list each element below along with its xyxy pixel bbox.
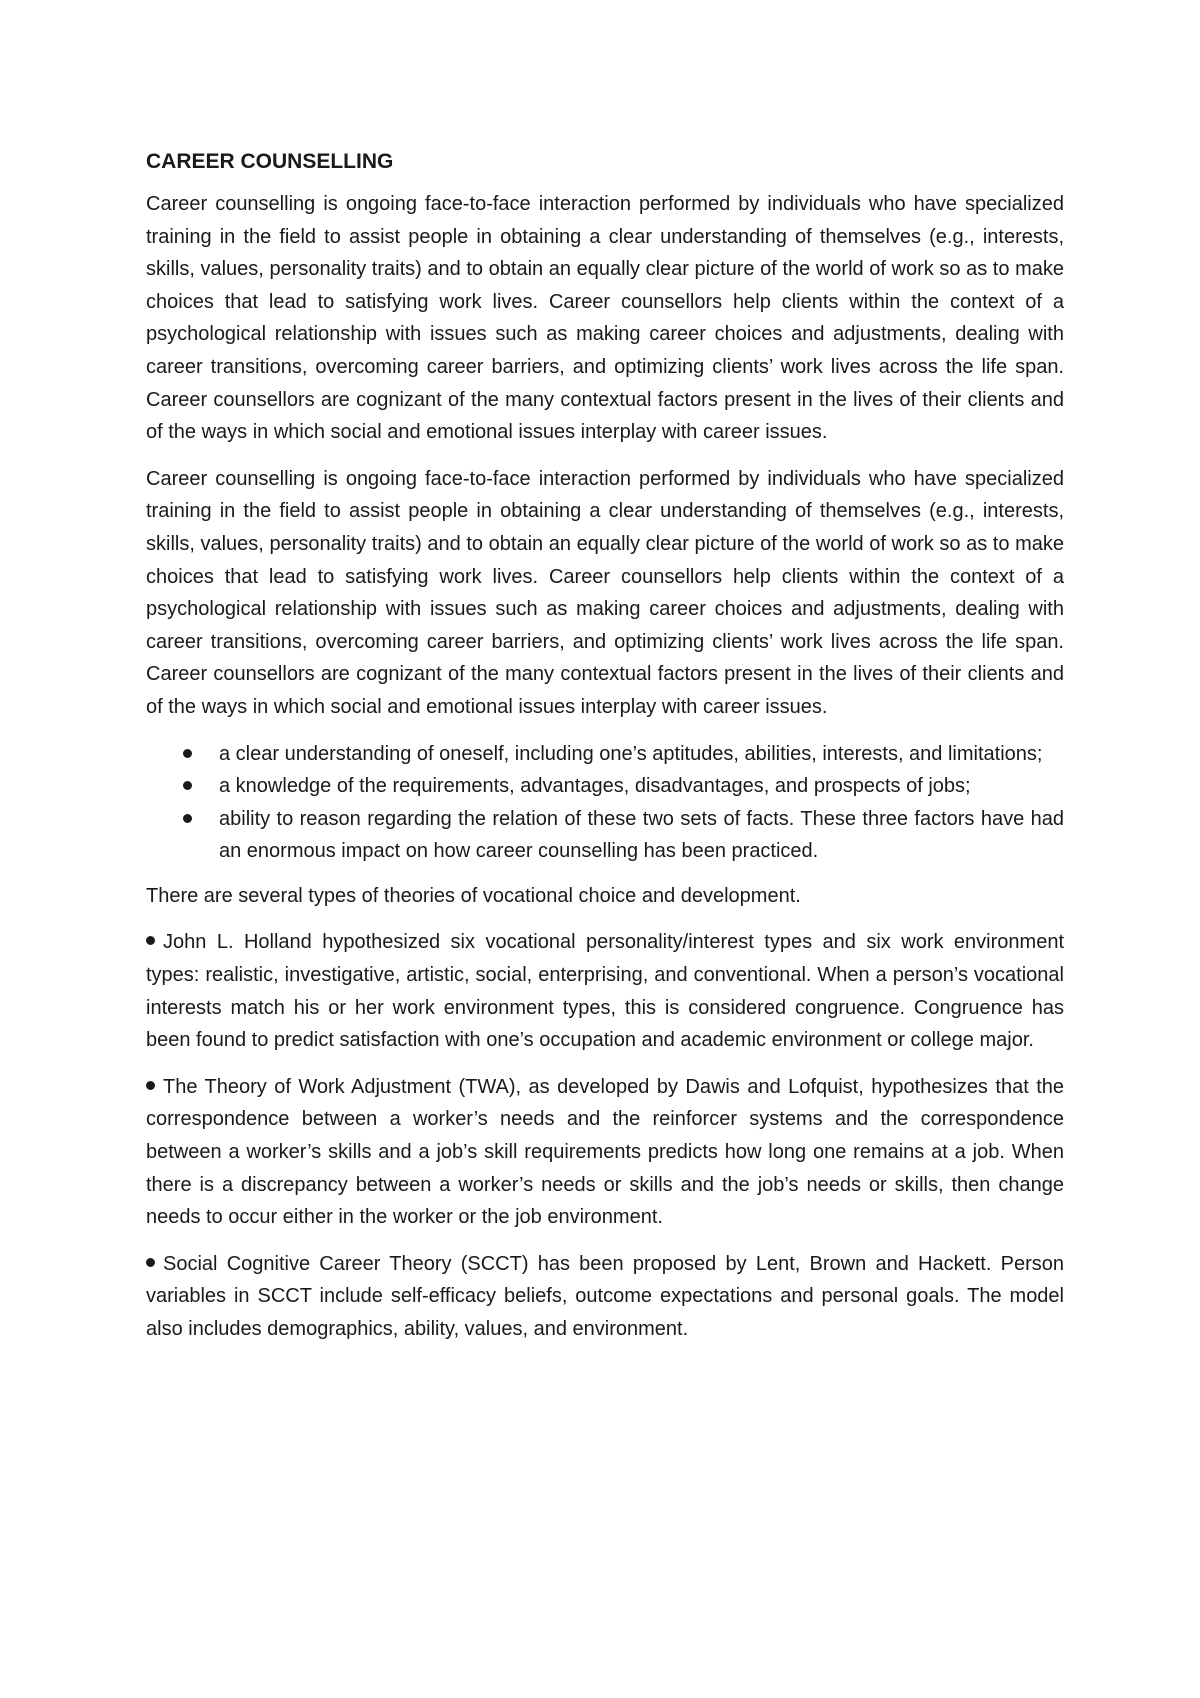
bullet-icon — [183, 814, 192, 823]
list-item-text: a clear understanding of oneself, including one’s aptitudes, abilities, interests, and limitations; — [219, 742, 1043, 765]
document-title: CAREER COUNSELLING — [146, 150, 394, 173]
theory-text: Social Cognitive Career Theory (SCCT) has been proposed by Lent, Brown and Hackett. Person variables in SCCT include self-efficacy beliefs, outcome expectations and personal goals. The model also includes demographics, ability, values, and environment. — [146, 1252, 1064, 1340]
list-item — [146, 738, 1064, 771]
list-item-text: ability to reason regarding the relation of these two sets of facts. These three factors have had an enormous impact on how career counselling has been practiced. — [219, 807, 1064, 863]
theory-text: The Theory of Work Adjustment (TWA), as developed by Dawis and Lofquist, hypothesizes that the correspondence between a worker’s needs and the reinforcer systems and the correspondence between a worker’s skills and a job’s skill requirements predicts how long one remains at a job. When there is a discrepancy between a worker’s needs or skills and the job’s needs or skills, then change needs to occur either in the worker or the job environment. — [146, 1075, 1064, 1229]
theories-intro: There are several types of theories of vocational choice and development. — [146, 884, 801, 907]
list-item — [146, 770, 1064, 803]
bullet-icon — [146, 1258, 155, 1267]
paragraph-2: Career counselling is ongoing face-to-face interaction performed by individuals who have specialized training in the field to assist people in obtaining a clear understanding of themselves (e.g., interests, skills, values, personality traits) and to obtain an equally clear picture of the world of work so as to make choices that lead to satisfying work lives. Career counsellors help clients within the context of a psychological relationship with issues such as making career choices and adjustments, dealing with career transitions, overcoming career barriers, and optimizing clients’ work lives across the life span. Career counsellors are cognizant of the many contextual factors present in the lives of their clients and of the ways in which social and emotional issues interplay with career issues. — [146, 467, 1064, 718]
bullet-icon — [183, 749, 192, 758]
bullet-icon — [146, 936, 155, 945]
theory-text: John L. Holland hypothesized six vocational personality/interest types and six work environment types: realistic, investigative, artistic, social, enterprising, and conventional. When a person’s vocational interests match his or her work environment types, this is considered congruence. Congruence has been found to predict satisfaction with one’s occupation and academic environment or college major. — [146, 931, 1064, 1052]
paragraph-1: Career counselling is ongoing face-to-face interaction performed by individuals who have specialized training in the field to assist people in obtaining a clear understanding of themselves (e.g., interests, skills, values, personality traits) and to obtain an equally clear picture of the world of work so as to make choices that lead to satisfying work lives. Career counsellors help clients within the context of a psychological relationship with issues such as making career choices and adjustments, dealing with career transitions, overcoming career barriers, and optimizing clients’ work lives across the life span. Career counsellors are cognizant of the many contextual factors present in the lives of their clients and of the ways in which social and emotional issues interplay with career issues. — [146, 193, 1064, 444]
theory-holland — [146, 926, 1064, 1056]
list-item — [146, 803, 1064, 868]
bullet-icon — [146, 1081, 155, 1090]
theory-scct — [146, 1248, 1064, 1346]
theory-twa — [146, 1071, 1064, 1234]
list-item-text: a knowledge of the requirements, advantages, disadvantages, and prospects of jobs; — [219, 775, 971, 798]
factors-list — [146, 738, 1064, 868]
document-body — [146, 146, 1064, 1360]
bullet-icon — [183, 781, 192, 790]
